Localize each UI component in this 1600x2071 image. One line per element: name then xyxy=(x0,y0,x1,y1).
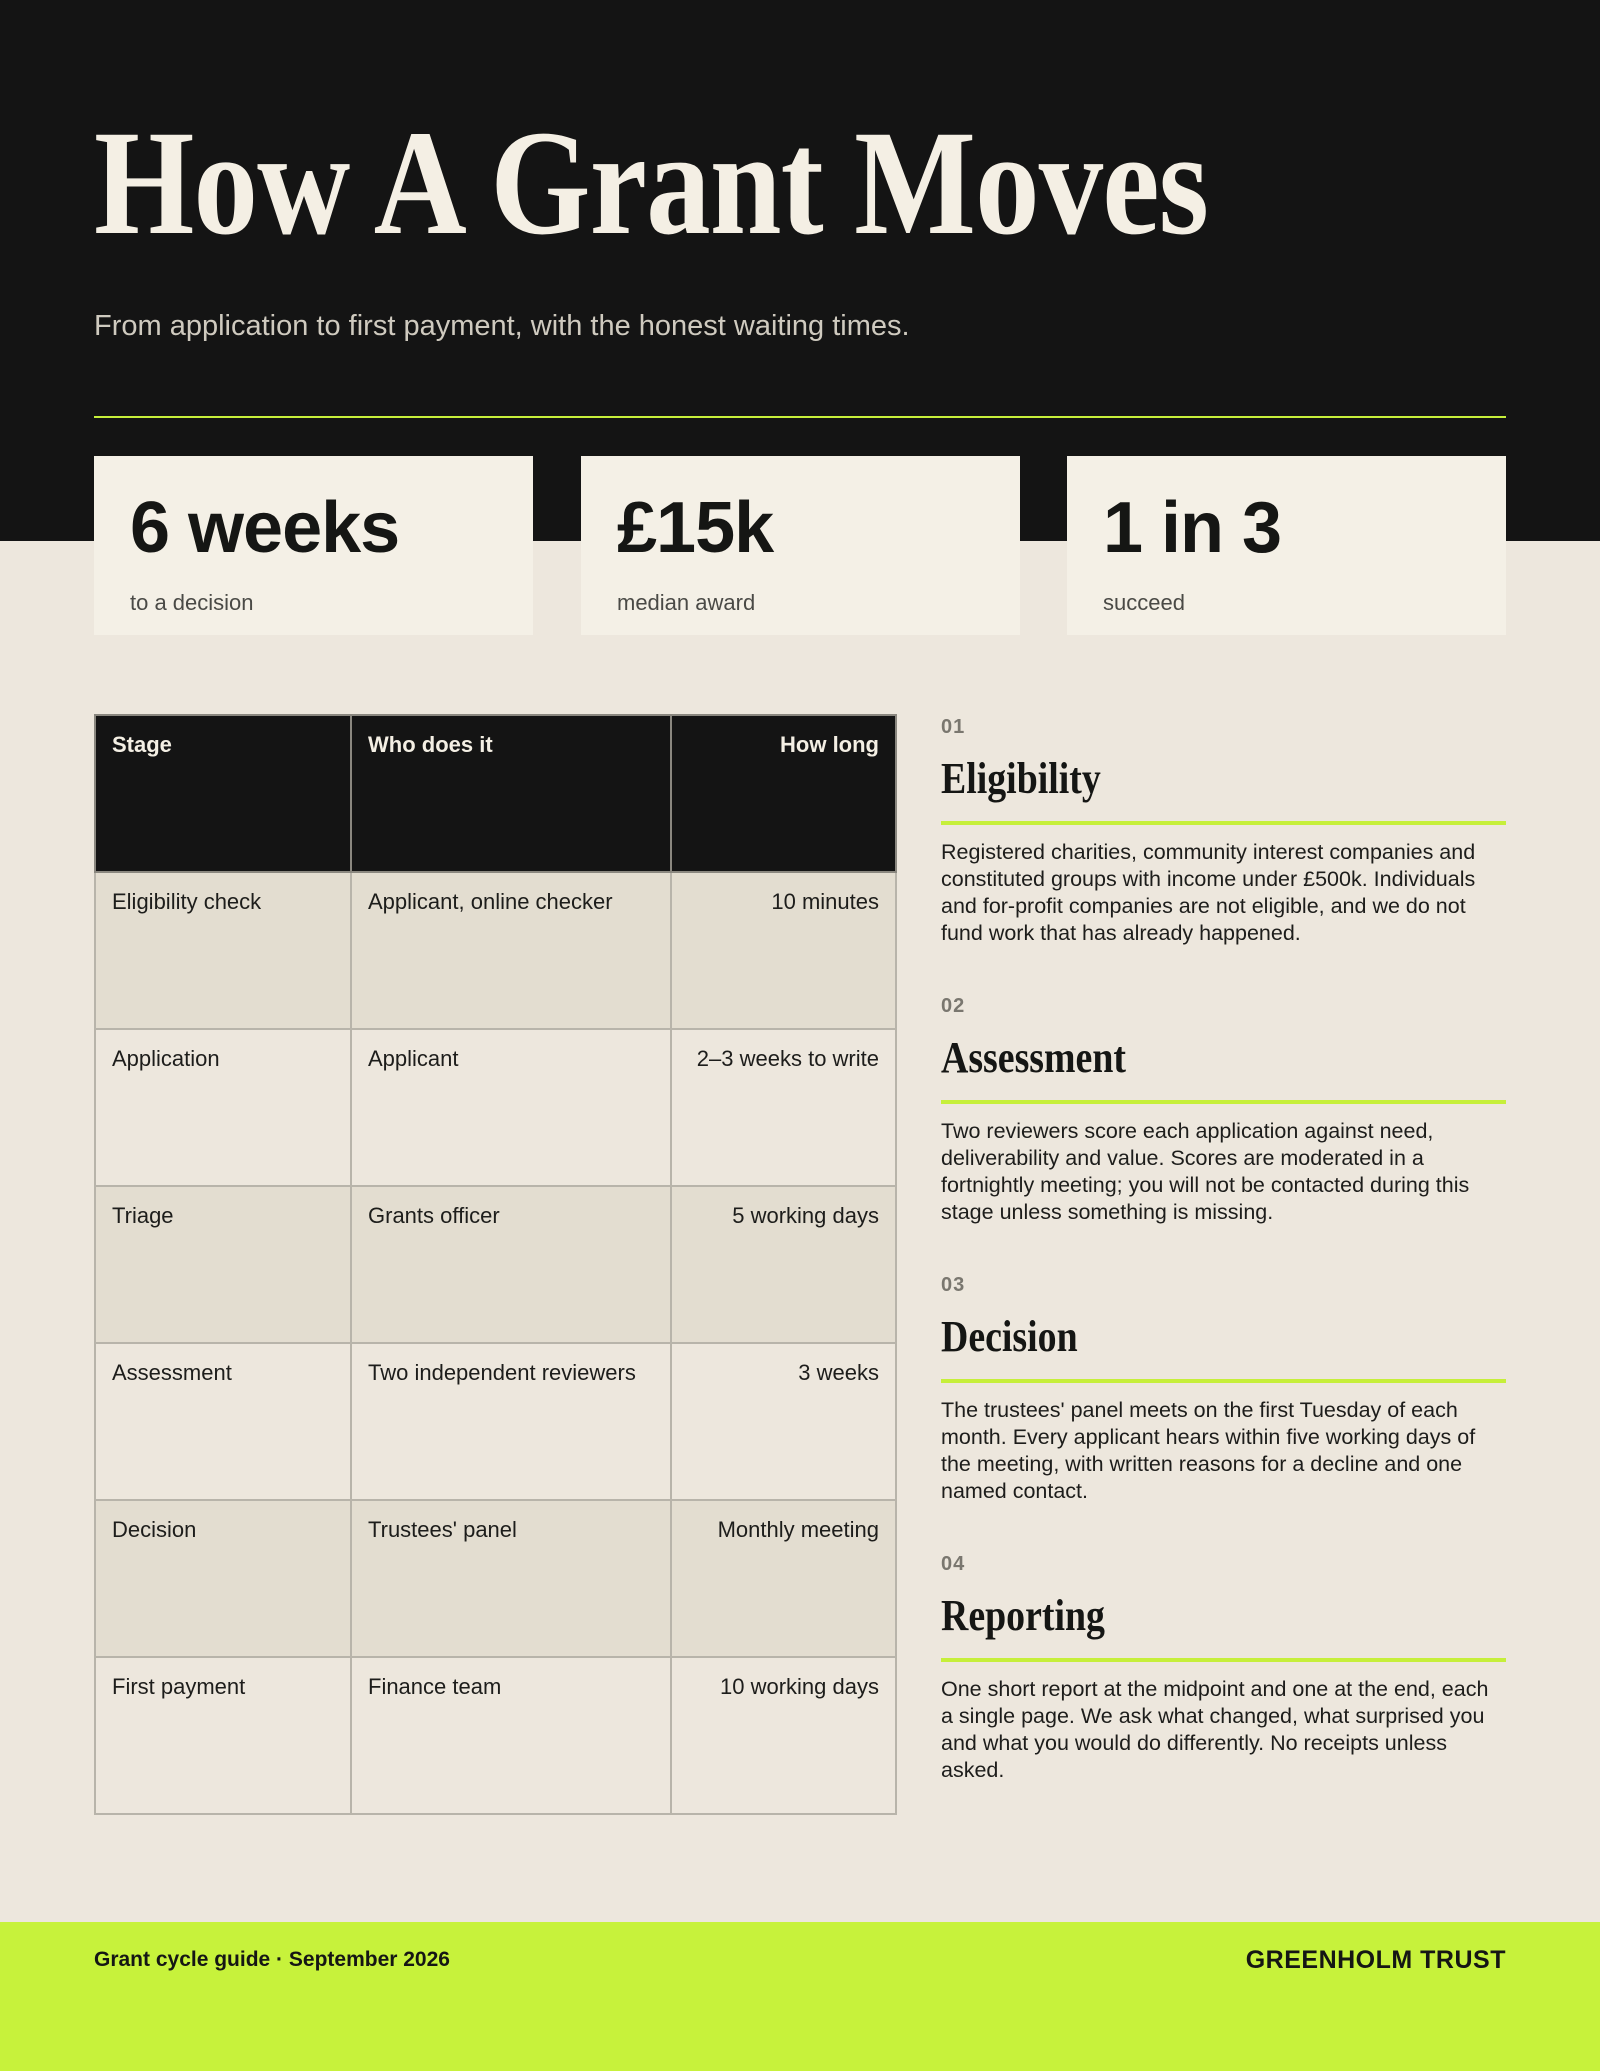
stat-label: median award xyxy=(617,590,756,615)
stat-card-median-award xyxy=(581,456,1020,635)
grant-stages-table xyxy=(94,714,897,1815)
stat-label: succeed xyxy=(1103,590,1185,615)
page-subtitle: From application to first payment, with the honest waiting times. xyxy=(94,310,910,342)
footer-bar xyxy=(0,1922,1600,2071)
step-title: Decision xyxy=(941,1312,1078,1361)
table-row xyxy=(95,1657,896,1814)
cell-stage: Decision xyxy=(95,1500,351,1657)
table-row xyxy=(95,872,896,1029)
step-eligibility xyxy=(941,716,1506,995)
step-number: 03 xyxy=(941,1274,966,1296)
footer-brand: GREENHOLM TRUST xyxy=(1245,1946,1506,1974)
cell-duration: 5 working days xyxy=(671,1186,896,1343)
cell-duration: Monthly meeting xyxy=(671,1500,896,1657)
cell-stage: First payment xyxy=(95,1657,351,1814)
step-number: 04 xyxy=(941,1553,966,1575)
cell-who: Applicant xyxy=(351,1029,671,1186)
stat-value: 1 in 3 xyxy=(1103,488,1282,568)
step-divider xyxy=(941,1379,1506,1383)
step-reporting xyxy=(941,1553,1506,1832)
stat-label: to a decision xyxy=(130,590,254,615)
process-steps xyxy=(941,716,1506,1832)
step-assessment xyxy=(941,995,1506,1274)
step-title: Eligibility xyxy=(941,754,1101,803)
column-header-stage: Stage xyxy=(95,715,351,872)
step-description: The trustees' panel meets on the first Tuesday of each month. Every applicant hears within five working days of the meeting, with written reasons for a decline and one named contact. xyxy=(941,1398,1476,1503)
step-divider xyxy=(941,1100,1506,1104)
cell-who: Applicant, online checker xyxy=(351,872,671,1029)
stat-card-decision-time xyxy=(94,456,533,635)
step-title: Assessment xyxy=(941,1033,1126,1082)
step-number: 01 xyxy=(941,716,966,738)
step-number: 02 xyxy=(941,995,966,1017)
step-divider xyxy=(941,1658,1506,1662)
step-title: Reporting xyxy=(941,1591,1105,1640)
header-divider xyxy=(94,416,1506,418)
step-divider xyxy=(941,821,1506,825)
cell-duration: 2–3 weeks to write xyxy=(671,1029,896,1186)
table-row xyxy=(95,1186,896,1343)
cell-who: Trustees' panel xyxy=(351,1500,671,1657)
cell-duration: 10 working days xyxy=(671,1657,896,1814)
step-description: One short report at the midpoint and one at the end, each a single page. We ask what changed, what surprised you and what you would do differently. No receipts unless asked. xyxy=(941,1677,1489,1782)
cell-stage: Assessment xyxy=(95,1343,351,1500)
cell-stage: Eligibility check xyxy=(95,872,351,1029)
table-row xyxy=(95,1343,896,1500)
step-description: Registered charities, community interest companies and constituted groups with income under £500k. Individuals and for-profit companies are not eligible, and we do not fund work that has already happened. xyxy=(941,840,1476,945)
table-row xyxy=(95,1029,896,1186)
cell-who: Grants officer xyxy=(351,1186,671,1343)
step-decision xyxy=(941,1274,1506,1553)
cell-stage: Application xyxy=(95,1029,351,1186)
column-header-who: Who does it xyxy=(351,715,671,872)
table-header-row xyxy=(95,715,896,872)
table-row xyxy=(95,1500,896,1657)
stat-value: 6 weeks xyxy=(130,488,400,568)
cell-who: Finance team xyxy=(351,1657,671,1814)
page-title: How A Grant Moves xyxy=(94,100,1209,266)
column-header-duration: How long xyxy=(671,715,896,872)
stat-card-success-rate xyxy=(1067,456,1506,635)
footer-guide-label: Grant cycle guide · September 2026 xyxy=(94,1948,450,1971)
step-description: Two reviewers score each application against need, deliverability and value. Scores are moderated in a fortnightly meeting; you will not be contacted during this stage unless something is missing. xyxy=(941,1119,1470,1224)
cell-who: Two independent reviewers xyxy=(351,1343,671,1500)
cell-stage: Triage xyxy=(95,1186,351,1343)
stat-value: £15k xyxy=(617,488,774,568)
cell-duration: 10 minutes xyxy=(671,872,896,1029)
cell-duration: 3 weeks xyxy=(671,1343,896,1500)
